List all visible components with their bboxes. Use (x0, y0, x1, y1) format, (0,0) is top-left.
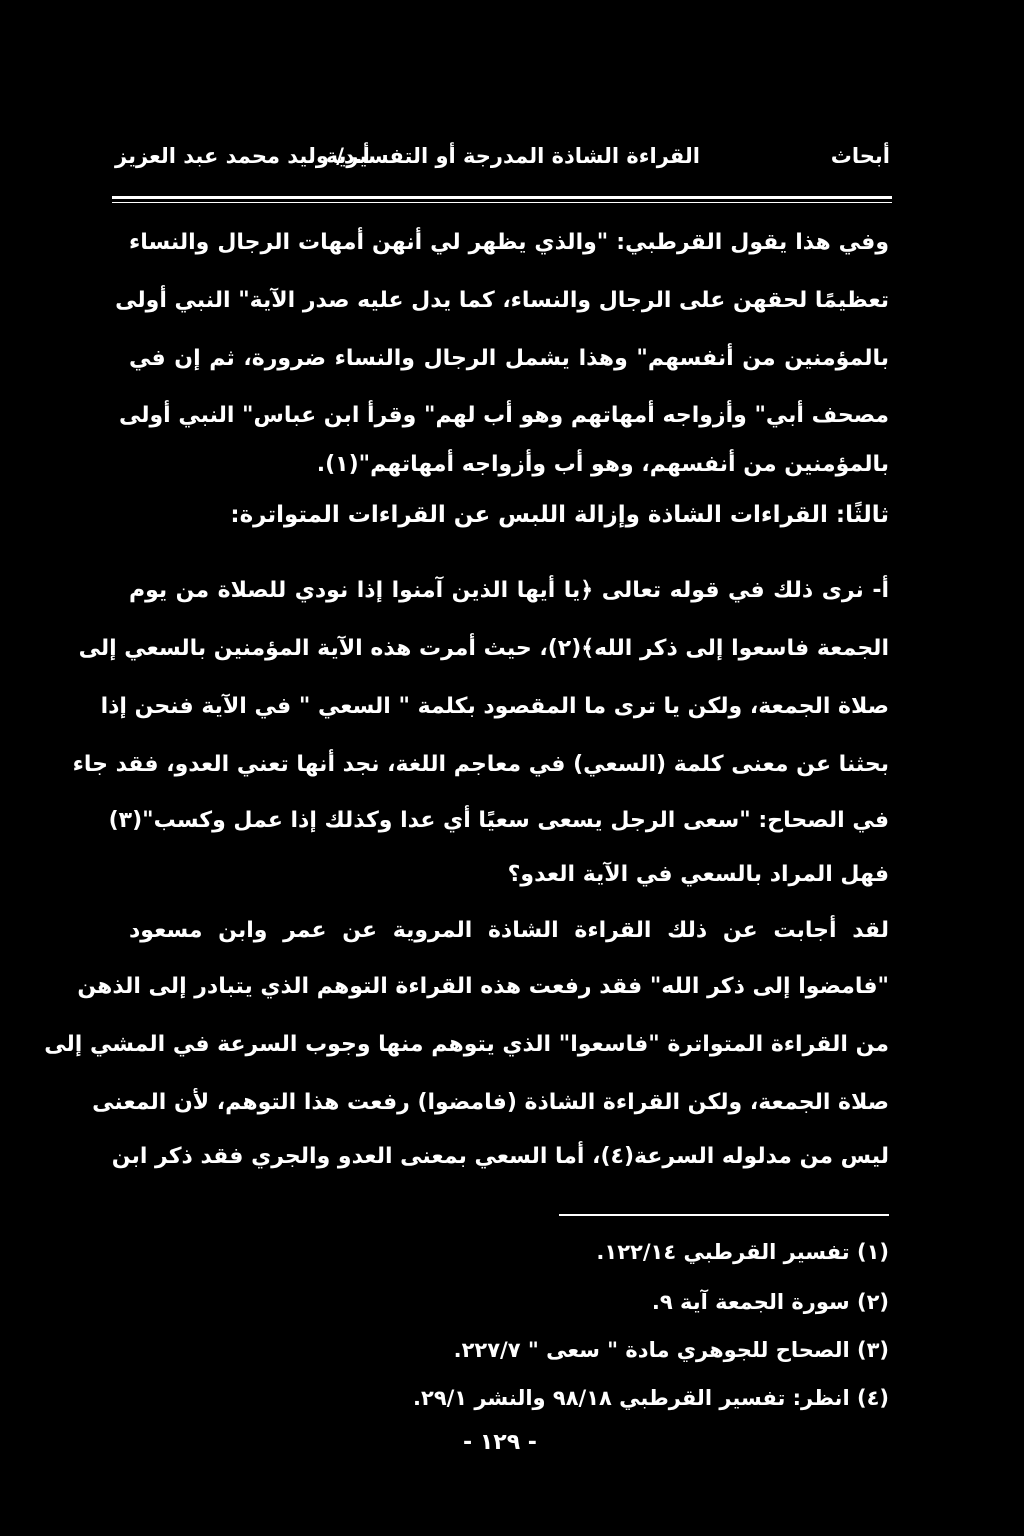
text-line: تعظيمًا لحقهن على الرجال والنساء، كما يدل عليه صدر الآية" النبي أولى (115, 288, 889, 313)
text-line: "فامضوا إلى ذكر الله" فقد رفعت هذه القراءة التوهم الذي يتبادر إلى الذهن (77, 974, 889, 999)
footnote: (٣) الصحاح للجوهري مادة " سعى " ٢٢٧/٧. (453, 1338, 889, 1362)
header-rule-thin (112, 202, 892, 203)
text-line: ليس من مدلوله السرعة(٤)، أما السعي بمعنى العدو والجري فقد ذكر ابن (111, 1144, 889, 1169)
footnote-separator (559, 1214, 889, 1216)
text-line: بالمؤمنين من أنفسهم" وهذا يشمل الرجال والنساء ضرورة، ثم إن في (129, 346, 889, 371)
footnote: (٢) سورة الجمعة آية ٩. (651, 1290, 889, 1314)
text-line: الجمعة فاسعوا إلى ذكر الله﴾(٢)، حيث أمرت هذه الآية المؤمنين بالسعي إلى (78, 636, 889, 661)
text-line: صلاة الجمعة، ولكن يا ترى ما المقصود بكلمة " السعي " في الآية فنحن إذا (100, 694, 889, 719)
text-line: وفي هذا يقول القرطبي: "والذي يظهر لي أنهن أمهات الرجال والنساء (129, 230, 889, 255)
text-line: لقد أجابت عن ذلك القراءة الشاذة المروية عن عمر وابن مسعود (129, 918, 889, 943)
text-line: بالمؤمنين من أنفسهم، وهو أب وأزواجه أمهاتهم"(١). (316, 452, 889, 477)
page-number: - ١٢٩ - (463, 1430, 537, 1455)
text-line: فهل المراد بالسعي في الآية العدو؟ (507, 862, 889, 887)
text-line: أ- نرى ذلك في قوله تعالى ﴿يا أيها الذين آمنوا إذا نودي للصلاة من يوم (129, 578, 889, 603)
footnote: (١) تفسير القرطبي ١٢٢/١٤. (596, 1240, 889, 1264)
section-heading: ثالثًا: القراءات الشاذة وإزالة اللبس عن القراءات المتواترة: (230, 502, 889, 528)
header-section: أبحاث (830, 144, 890, 168)
text-line: بحثنا عن معنى كلمة (السعي) في معاجم اللغة، نجد أنها تعني العدو، فقد جاء (72, 752, 889, 777)
header-title: القراءة الشاذة المدرجة أو التفسيرية (325, 144, 700, 168)
footnote: (٤) انظر: تفسير القرطبي ٩٨/١٨ والنشر ٢٩/١. (413, 1386, 889, 1410)
header-author: أ.د/ وليد محمد عبد العزيز (115, 144, 370, 168)
text-line: في الصحاح: "سعى الرجل يسعى سعيًا أي عدا وكذلك إذا عمل وكسب"(٣) (108, 808, 889, 833)
text-line: من القراءة المتواترة "فاسعوا" الذي يتوهم منها وجوب السرعة في المشي إلى (44, 1032, 889, 1057)
text-line: مصحف أبي" وأزواجه أمهاتهم وهو أب لهم" وقرأ ابن عباس" النبي أولى (118, 403, 889, 428)
text-line: صلاة الجمعة، ولكن القراءة الشاذة (فامضوا) رفعت هذا التوهم، لأن المعنى (92, 1090, 889, 1115)
running-header (115, 140, 890, 184)
header-rule-thick (112, 196, 892, 199)
